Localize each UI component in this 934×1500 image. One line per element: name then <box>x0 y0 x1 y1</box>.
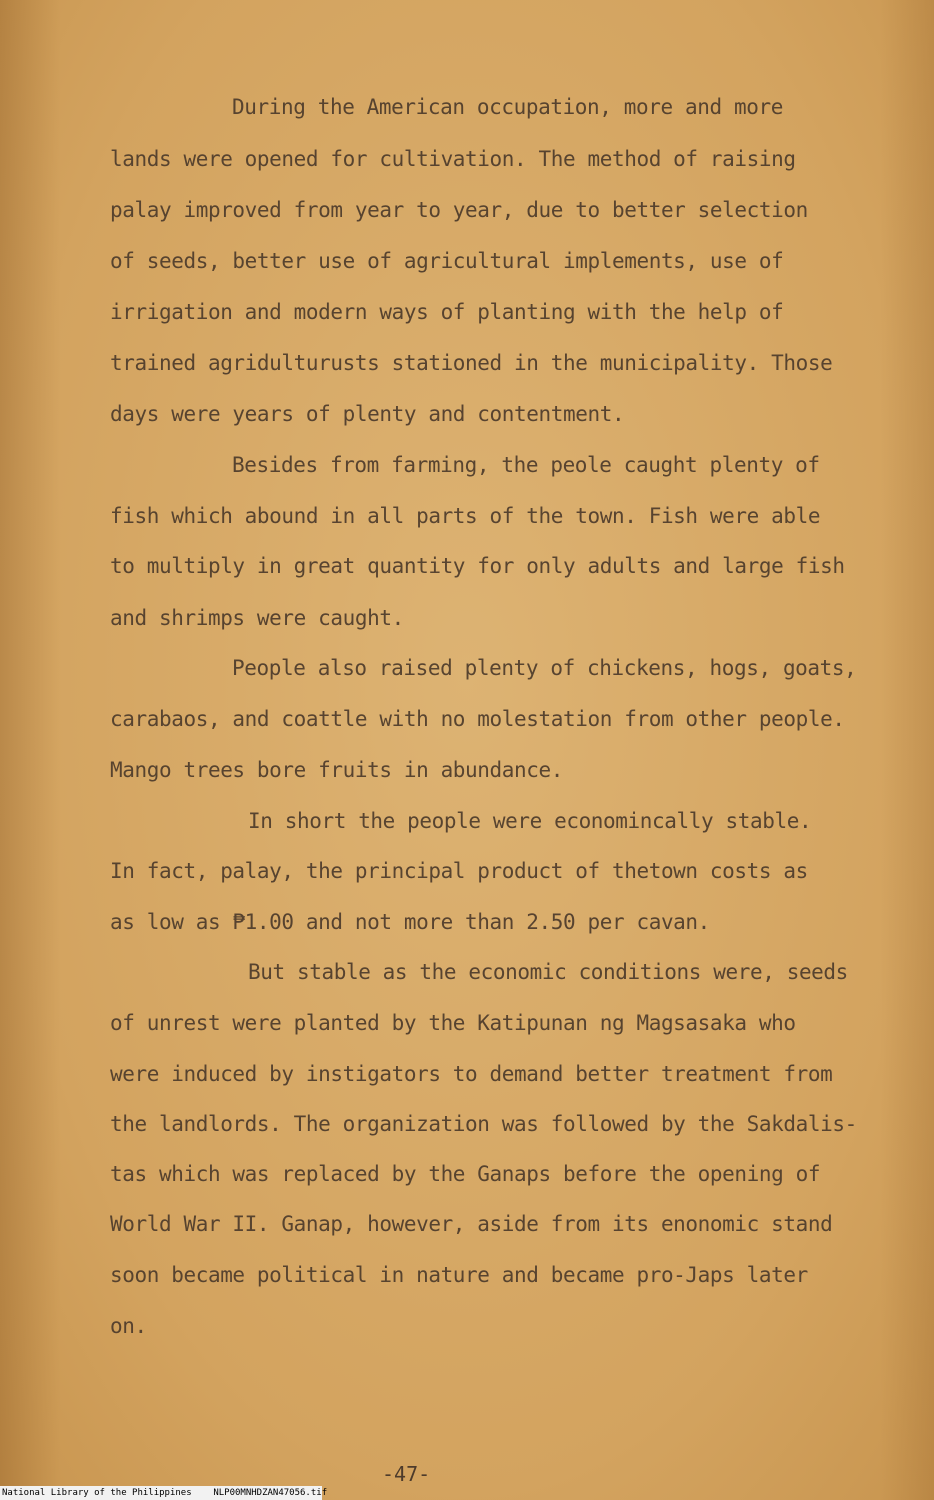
scan-footer: National Library of the Philippines NLP00MNHDZAN47056.tif <box>2 1488 328 1498</box>
text-line: Besides from farming, the peole caught plenty of <box>232 453 820 477</box>
text-line: trained agridulturusts stationed in the municipality. Those <box>110 351 833 375</box>
text-line: days were years of plenty and contentment. <box>110 402 625 426</box>
text-line: were induced by instigators to demand better treatment from <box>110 1062 833 1086</box>
text-line: of seeds, better use of agricultural implements, use of <box>110 249 784 273</box>
text-line: carabaos, and coattle with no molestation from other people. <box>110 707 845 731</box>
text-line: soon became political in nature and became pro-Japs later <box>110 1263 808 1287</box>
text-line: World War II. Ganap, however, aside from its enonomic stand <box>110 1212 833 1236</box>
text-line: But stable as the economic conditions were, seeds <box>248 960 848 984</box>
text-line: lands were opened for cultivation. The method of raising <box>110 147 796 171</box>
text-line: as low as ₱1.00 and not more than 2.50 per cavan. <box>110 910 710 934</box>
text-line: and shrimps were caught. <box>110 606 404 630</box>
text-line: to multiply in great quantity for only adults and large fish <box>110 554 845 578</box>
text-line: Mango trees bore fruits in abundance. <box>110 758 563 782</box>
text-line: irrigation and modern ways of planting with the help of <box>110 300 784 324</box>
text-line: In fact, palay, the principal product of thetown costs as <box>110 859 808 883</box>
text-line: tas which was replaced by the Ganaps before the opening of <box>110 1162 821 1186</box>
text-line: the landlords. The organization was followed by the Sakdalis- <box>110 1112 857 1136</box>
text-line: palay improved from year to year, due to better selection <box>110 198 808 222</box>
text-line: of unrest were planted by the Katipunan ng Magsasaka who <box>110 1011 796 1035</box>
text-line: During the American occupation, more and more <box>232 95 783 119</box>
text-line: on. <box>110 1314 147 1338</box>
page-number: -47- <box>382 1462 431 1486</box>
text-line: People also raised plenty of chickens, hogs, goats, <box>232 656 857 680</box>
text-line: fish which abound in all parts of the town. Fish were able <box>110 504 821 528</box>
text-line: In short the people were economincally stable. <box>248 809 812 833</box>
